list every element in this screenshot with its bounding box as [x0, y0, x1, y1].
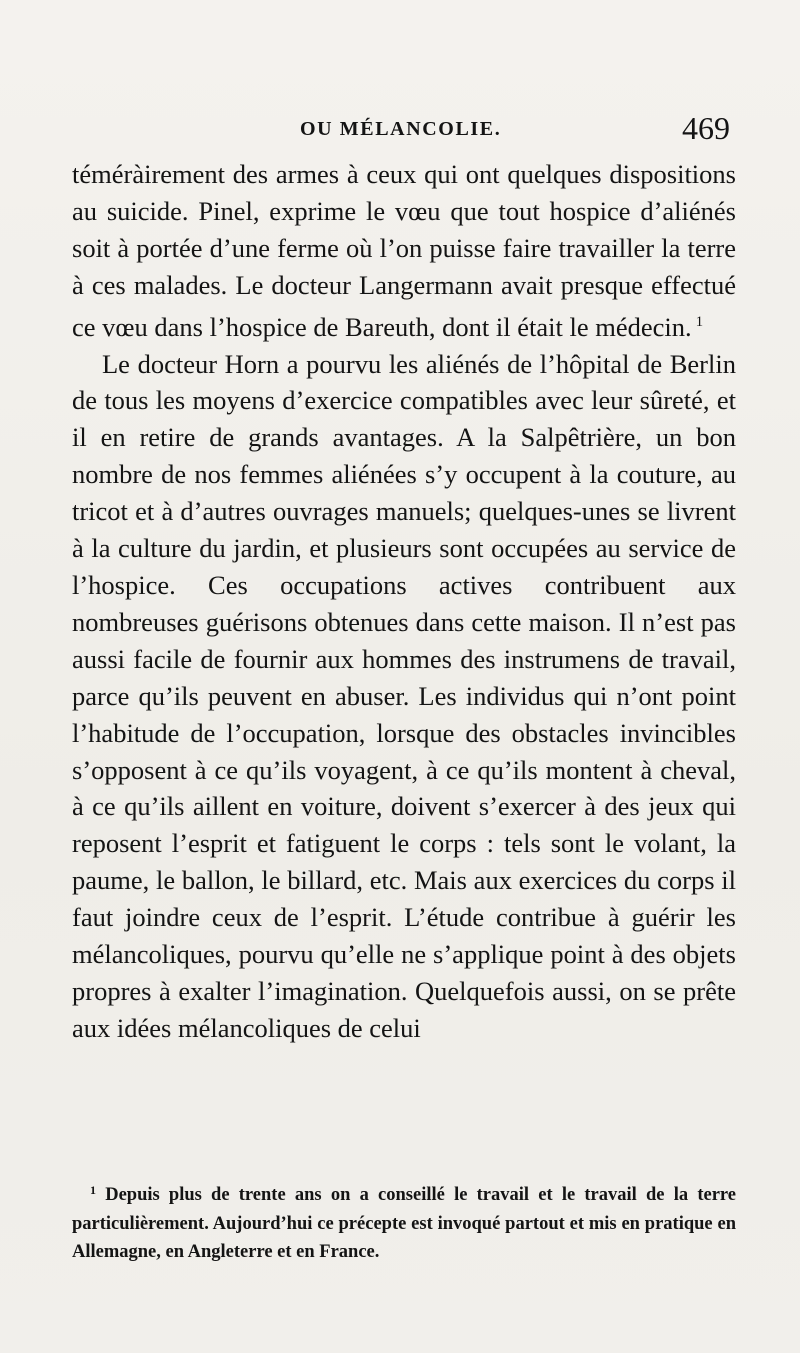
footnote-reference: 1 [695, 313, 704, 330]
main-text [72, 156, 736, 1047]
page-header [0, 112, 800, 152]
footnote-paragraph [72, 1176, 736, 1267]
footnote [72, 1176, 736, 1267]
footnote-mark: 1 [90, 1183, 96, 1197]
paragraph [72, 156, 736, 346]
paragraph-text: téméràirement des armes à ceux qui ont quelques dispositions au suicide. Pinel, exprime le vœu que tout hospice d’aliénés soit à portée d’une ferme où l’on puisse faire travailler la terre à ces malades. Le docteur Langermann avait presque effectué ce vœu dans l’hospice de Bareuth, dont il était le médecin. [72, 159, 736, 342]
footnote-text: Depuis plus de trente ans on a conseillé le travail et le travail de la terre particulièrement. Aujourd’hui ce précepte est invoqué partout et mis en pratique en Allemagne, en Angleterre et en France. [72, 1185, 736, 1262]
page-number: 469 [682, 110, 730, 146]
paragraph: Le docteur Horn a pourvu les aliénés de l’hôpital de Berlin de tous les moyens d’exercice compatibles avec leur sûreté, et il en retire de grands avantages. A la Salpêtrière, un bon nombre de nos femmes aliénées s’y occupent à la couture, au tricot et à d’autres ouvrages manuels; quelques-unes se livrent à la culture du jardin, et plusieurs sont occupées au service de l’hospice. Ces occupations actives contribuent aux nombreuses guérisons obtenues dans cette maison. Il n’est pas aussi facile de fournir aux hommes des instrumens de travail, parce qu’ils peuvent en abuser. Les individus qui n’ont point l’habitude de l’occupation, lorsque des obstacles invincibles s’opposent à ce qu’ils voyagent, à ce qu’ils montent à cheval, à ce qu’ils aillent en voiture, doivent s’exercer à des jeux qui reposent l’esprit et fatiguent le corps : tels sont le volant, la paume, le ballon, le billard, etc. Mais aux exercices du corps il faut joindre ceux de l’esprit. L’étude contribue à guérir les mélancoliques, pourvu qu’elle ne s’applique point à des objets propres à exalter l’imagination. Quelquefois aussi, on se prête aux idées mélancoliques de celui [72, 348, 736, 1043]
running-head: OU MÉLANCOLIE. [300, 118, 502, 140]
